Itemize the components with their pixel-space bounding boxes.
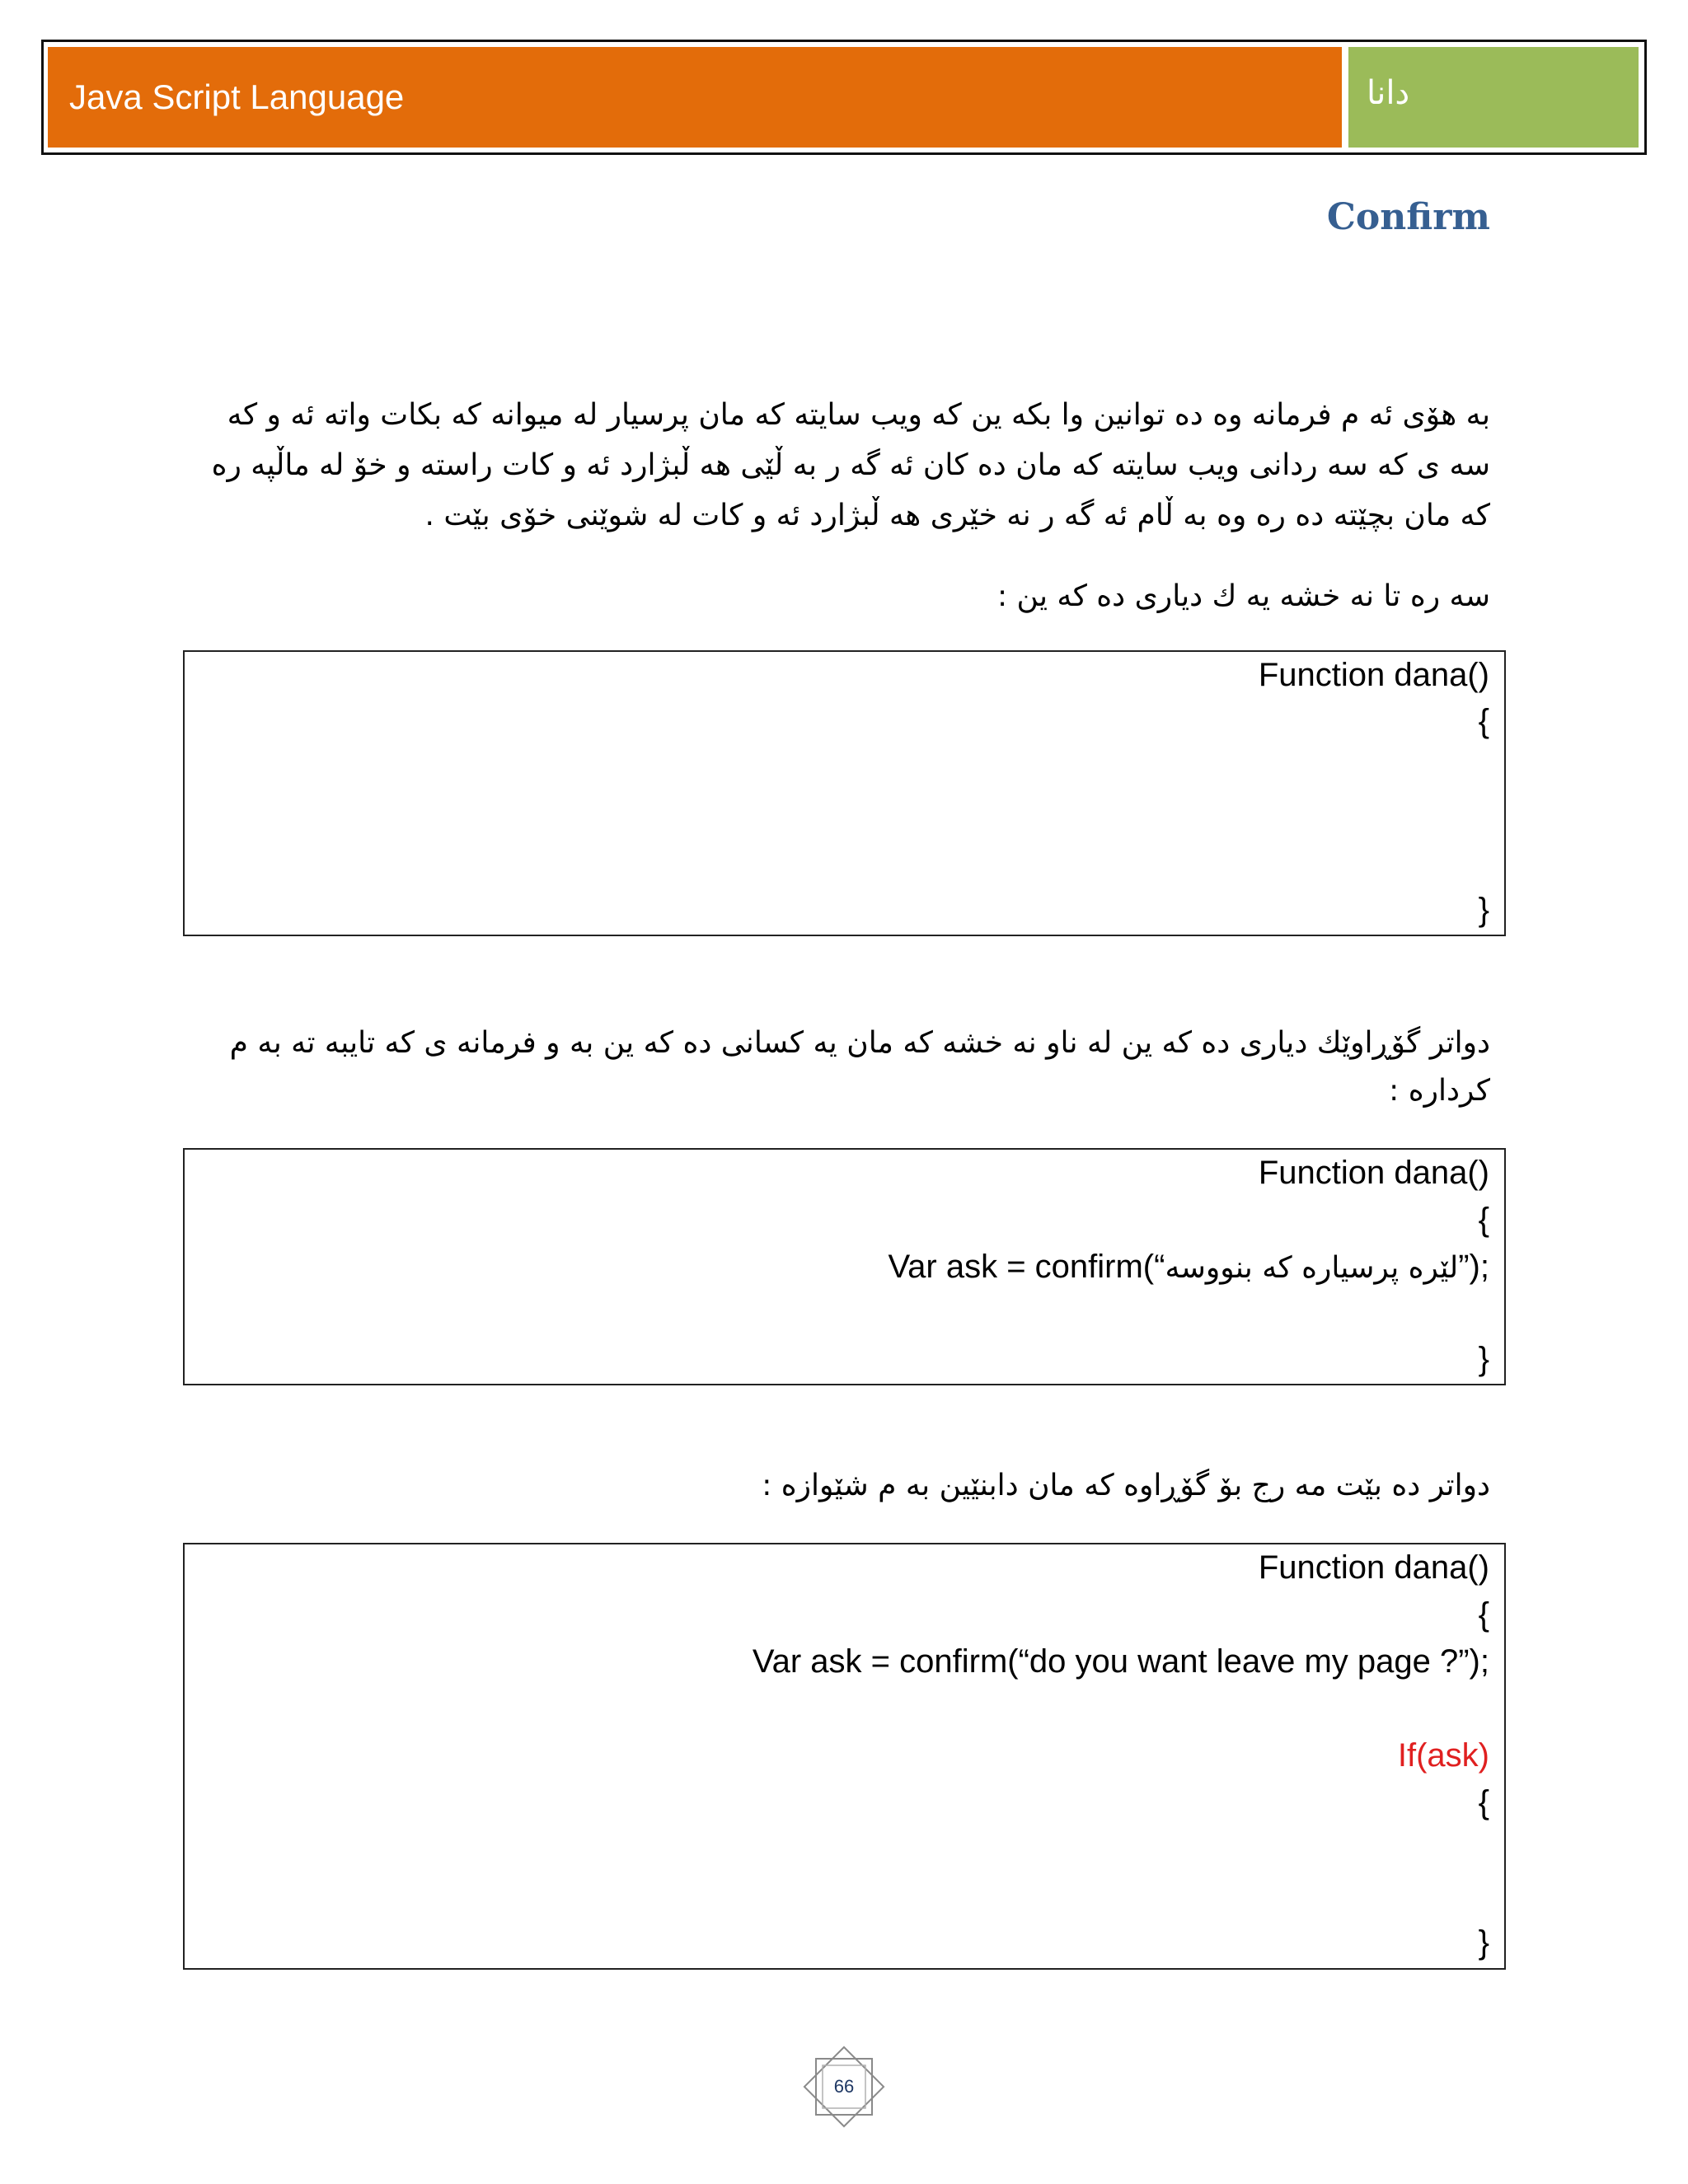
- step-2-text: دواتر گۆڕاوێك دیاری ده كه ین له ناو نه خشه كه مان یه كسانی ده كه ین به و فرمانه ی كه تایبه ته به م كرداره :: [229, 1026, 1490, 1108]
- step-1-text: سه ره تا نه خشه یه ك دیاری ده كه ین :: [996, 579, 1490, 613]
- code-confirm-suffix: ”);: [1458, 1249, 1489, 1285]
- header-title: Java Script Language: [69, 77, 405, 116]
- code-line-confirm: [888, 1244, 1489, 1291]
- code-block-3: [183, 1543, 1506, 1970]
- code-block-2: [183, 1148, 1506, 1385]
- code-line-open-brace: {: [1478, 1202, 1489, 1238]
- step-3-text: دواتر ده بێت مه رج بۆ گۆڕاوه كه مان دابنێین به م شێوازه :: [762, 1469, 1490, 1502]
- code-line-close-brace: }: [1478, 1924, 1489, 1961]
- intro-paragraph: به هۆی ئه م فرمانه وه ده توانین وا بكه ین كه ویب سایته كه مان پرسیار له میوانه كه بكات واته ئه و كه سه ی كه سه ردانی ویب سایته كه مان ده كان ئه گه ر به ڵێی هه ڵبژارد ئه و كات راسته و خۆ له ماڵپه ره كه مان بچێته ده ره وه به ڵام ئه گه ر نه خێری هه ڵبژارد ئه و كات له شوێنی خۆی بێت .: [211, 398, 1490, 532]
- code-line-open-brace-2: {: [1478, 1784, 1489, 1821]
- code-line-open-brace: {: [1478, 703, 1489, 739]
- code-line-function: Function dana(): [1258, 1549, 1489, 1586]
- code-line-close-brace: }: [1478, 1341, 1489, 1377]
- page-number: 66: [833, 2076, 855, 2097]
- code-line-close-brace: }: [1478, 892, 1489, 928]
- code-line-if: If(ask): [1397, 1737, 1489, 1774]
- header-author: دانا: [1367, 74, 1410, 112]
- code-line-function: Function dana(): [1258, 657, 1489, 693]
- code-line-open-brace: {: [1478, 1596, 1489, 1633]
- code-line-confirm: Var ask = confirm(“do you want leave my page ?”);: [752, 1643, 1489, 1680]
- code-confirm-prefix: Var ask = confirm(“: [888, 1249, 1165, 1285]
- header-right-bar: [1348, 47, 1639, 148]
- code-line-function: Function dana(): [1258, 1155, 1489, 1191]
- code-block-1: [183, 650, 1506, 936]
- section-title: Confirm: [1326, 196, 1490, 238]
- code-confirm-arabic: لێره پرسیاره كه بنووسه: [1165, 1251, 1459, 1285]
- header-left-bar: [48, 47, 1342, 148]
